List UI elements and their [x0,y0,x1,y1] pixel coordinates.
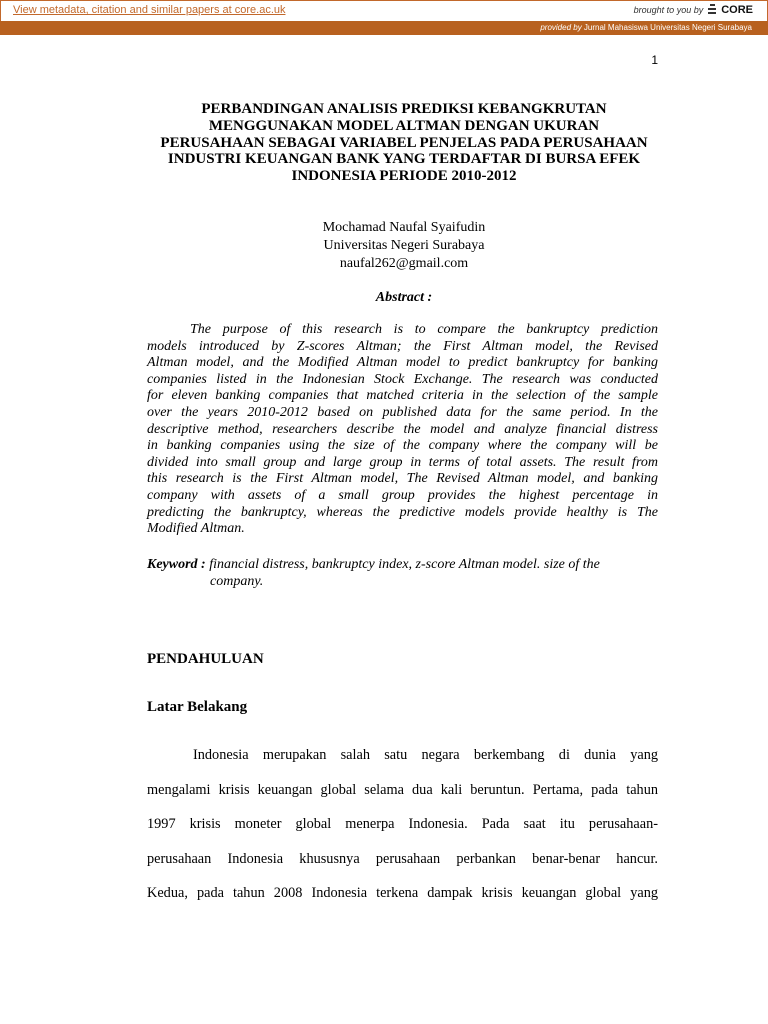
core-banner [0,0,768,22]
body-line: mengalami krisis keuangan global selama dua kali beruntun. Pertama, pada tahun [147,781,658,798]
provided-by-bar [0,21,768,35]
core-branding[interactable] [634,3,753,17]
abstract-line: models introduced by Z-scores Altman; the First Altman model, the Revised [147,338,658,354]
body-line: perusahaan Indonesia khususnya perusahaan perbankan benar-benar hancur. [147,850,658,867]
abstract-line: in banking companies using the size of the company where the company will be [147,438,658,454]
core-logo-text: CORE [721,4,753,16]
brought-to-you-by-label: brought to you by [633,5,704,15]
page-number: 1 [651,53,658,67]
author-affiliation: Universitas Negeri Surabaya [323,238,485,253]
abstract-line: Modified Altman. [147,521,245,537]
provided-by-text[interactable] [540,23,752,32]
title-line: INDUSTRI KEUANGAN BANK YANG TERDAFTAR DI BURSA EFEK [167,151,641,168]
title-line: PERBANDINGAN ANALISIS PREDIKSI KEBANGKRUTAN [201,101,607,117]
abstract-line: The purpose of this research is to compare the bankruptcy prediction [190,322,658,337]
provided-by-source: Jurnal Mahasiswa Universitas Negeri Surabaya [583,23,752,32]
title-line: PERUSAHAAN SEBAGAI VARIABEL PENJELAS PADA PERUSAHAAN [160,134,648,151]
abstract-line: this research is the First Altman model, The Revised Altman model, and banking [147,471,658,487]
abstract-line: predicting the bankruptcy, whereas the predictive models provide healthy is The [147,504,658,520]
body-line: 1997 krisis moneter global menerpa Indonesia. Pada saat itu perusahaan- [147,816,658,832]
title-line: MENGGUNAKAN MODEL ALTMAN DENGAN UKURAN [208,117,600,134]
subsection-heading: Latar Belakang [147,699,248,715]
abstract-line: for eleven banking companies that matched criteria in the selection of the sample [147,388,658,404]
provided-by-label: provided by [540,23,582,32]
abstract-line: over the years 2010-2012 based on published data for the same period. In the [147,404,658,420]
abstract-line: company with assets of a small group provides the highest percentage in [147,487,658,503]
keyword-text-continued: company. [210,573,264,589]
keyword-label: Keyword : [147,557,206,572]
abstract-line: companies listed in the Indonesian Stock Exchange. The research was conducted [147,371,658,387]
abstract-line: descriptive method, researchers describe the model and analyze financial distress [147,421,658,437]
abstract-line: Altman model, and the Modified Altman model to predict bankruptcy for banking [147,355,658,371]
author-name: Mochamad Naufal Syaifudin [322,220,486,235]
keywords [147,557,658,590]
abstract-line: divided into small group and large group in terms of total assets. The result from [147,454,658,470]
abstract-heading: Abstract : [375,290,433,305]
body-paragraph [147,738,658,911]
author-block [140,219,668,273]
paper-title [140,101,668,185]
author-email: naufal262@gmail.com [339,256,469,271]
body-line: Indonesia merupakan salah satu negara berkembang di dunia yang [193,747,658,763]
section-heading: PENDAHULUAN [147,651,264,667]
body-line: Kedua, pada tahun 2008 Indonesia terkena dampak krisis keuangan global yang [147,885,658,901]
core-metadata-link[interactable]: View metadata, citation and similar papers at core.ac.uk [13,4,286,16]
core-logo-icon [707,3,717,17]
keyword-text: financial distress, bankruptcy index, z-score Altman model. size of the [209,557,600,572]
title-line: INDONESIA PERIODE 2010-2012 [291,168,517,185]
abstract-body [147,322,658,538]
